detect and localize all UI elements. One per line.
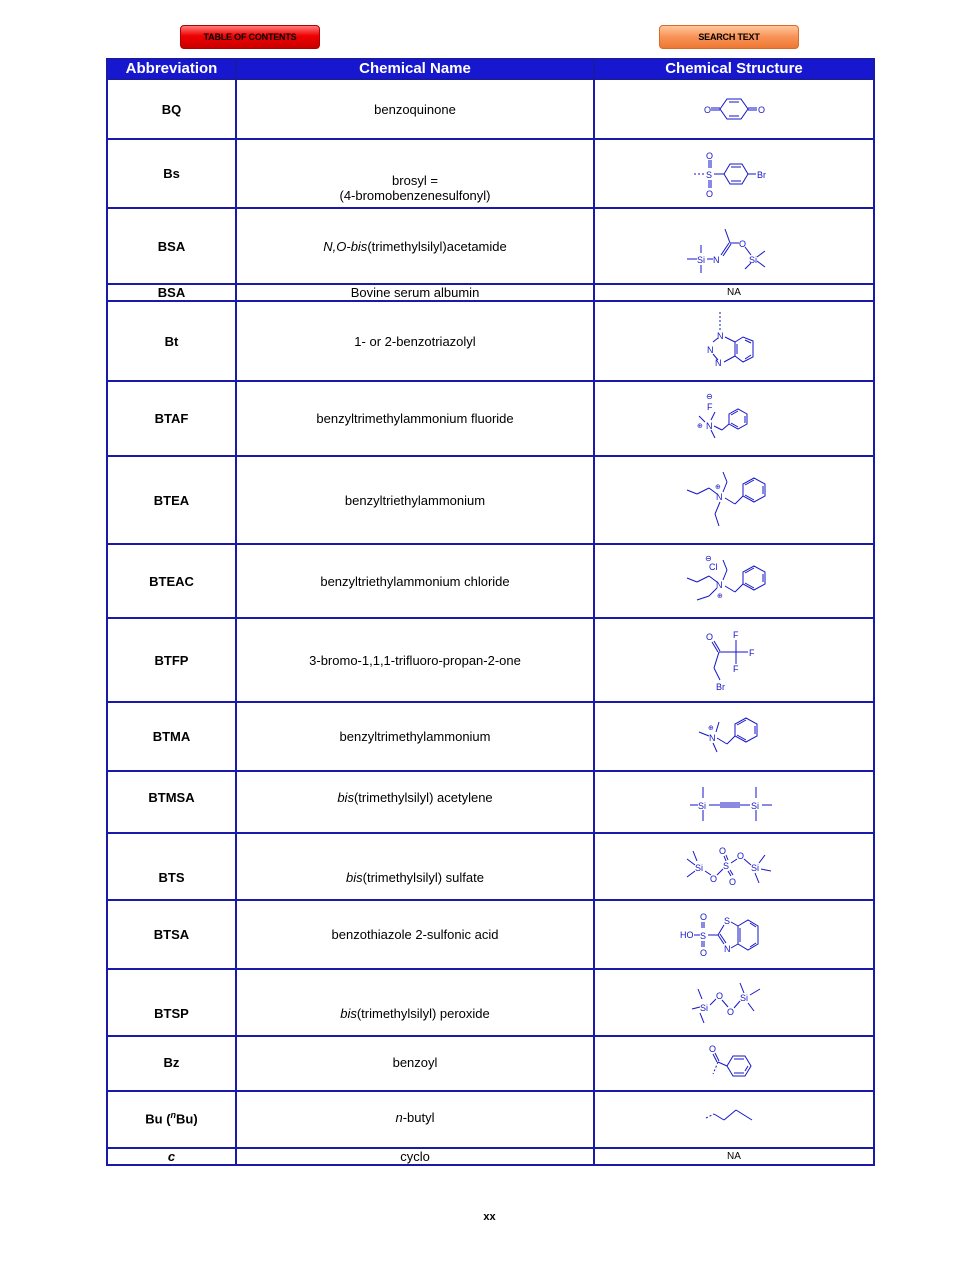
structure-btma [594, 702, 874, 771]
atom-label: O [700, 911, 708, 922]
structure-benzotriazolyl [594, 301, 874, 381]
atom-label: Si [751, 862, 760, 873]
table-row [107, 900, 874, 969]
structure-cell [594, 1148, 874, 1165]
chemical-name-cell: Bovine serum albumin [236, 284, 594, 301]
atom-label: O [758, 105, 766, 115]
atom-label: N [724, 943, 731, 954]
charge-label: ⊖ [705, 554, 712, 563]
table-row [107, 544, 874, 618]
abbreviation-cell: BSA [107, 208, 236, 284]
abbreviation-superscript: n [170, 1110, 177, 1120]
chemical-name-text: (trimethylsilyl) sulfate [362, 870, 484, 885]
atom-label: Si [751, 801, 760, 811]
search-text-button[interactable]: SEARCH TEXT [659, 25, 799, 49]
page-number: xx [483, 1211, 496, 1223]
structure-bsa [594, 208, 874, 284]
atom-label: O [700, 947, 708, 958]
chemical-name-cell: benzyltrimethylammonium fluoride [236, 381, 594, 456]
abbreviation-cell: BTFP [107, 618, 236, 702]
atom-label: Si [740, 992, 749, 1003]
charge-label: ⊕ [717, 593, 723, 600]
table-row [107, 301, 874, 381]
chemical-name-text: (trimethylsilyl) peroxide [356, 1006, 490, 1021]
table-row [107, 702, 874, 771]
atom-label: O [729, 876, 737, 887]
atom-label: N [709, 732, 716, 743]
abbreviation-cell: BTEA [107, 456, 236, 544]
abbreviation-cell: BTMA [107, 702, 236, 771]
chemical-name-cell [236, 208, 594, 284]
abbreviation-cell: BTS [107, 833, 236, 900]
atom-label: HO [680, 929, 694, 940]
atom-label: Si [698, 801, 707, 811]
atom-label: O [706, 150, 714, 161]
chemical-name-line: (4-bromobenzenesulfonyl) [339, 188, 491, 203]
abbreviation-cell: BTMSA [107, 771, 236, 833]
atom-label: O [706, 632, 714, 642]
abbreviation-cell: BTSA [107, 900, 236, 969]
atom-label: N [713, 255, 720, 265]
atom-label: N [706, 420, 713, 431]
table-row [107, 771, 874, 833]
table-row [107, 1036, 874, 1091]
chemical-name-cell [236, 833, 594, 900]
chemical-name-text: -butyl [402, 1110, 435, 1125]
atom-label: S [723, 860, 730, 871]
atom-label: N [716, 492, 723, 502]
chemical-name-cell: benzyltrimethylammonium [236, 702, 594, 771]
structure-btmsa [594, 771, 874, 833]
chemical-name-cell [236, 139, 594, 208]
charge-label: ⊕ [715, 484, 721, 491]
table-row [107, 381, 874, 456]
structure-btea [594, 456, 874, 544]
atom-label: O [737, 850, 745, 861]
atom-label: N [716, 580, 723, 590]
abbreviation-cell: BQ [107, 79, 236, 139]
structure-brosyl [594, 139, 874, 208]
chemical-name-text: (trimethylsilyl)acetamide [367, 238, 507, 254]
structure-benzoquinone [594, 79, 874, 139]
chemical-name-italic: bis [346, 870, 363, 885]
atom-label: S [724, 915, 731, 926]
atom-label: O [706, 188, 714, 199]
abbreviation-cell: BTSP [107, 969, 236, 1036]
chemical-name-cell [236, 1091, 594, 1148]
chemical-name-cell: benzyltriethylammonium [236, 456, 594, 544]
atom-label: O [709, 1043, 717, 1054]
structure-btfp [594, 618, 874, 702]
chemical-name-italic: bis [340, 1006, 357, 1021]
table-row [107, 79, 874, 139]
table-row [107, 1091, 874, 1148]
table-row [107, 618, 874, 702]
table-row [107, 1148, 874, 1165]
table-row [107, 284, 874, 301]
atom-label: F [707, 401, 713, 412]
atom-label: O [719, 845, 727, 856]
chemical-name-cell [236, 771, 594, 833]
structure-n-butyl [594, 1091, 874, 1148]
abbreviation-text: Bu ( [145, 1111, 171, 1127]
chemical-name-text: (trimethylsilyl) acetylene [353, 790, 493, 805]
abbreviation-cell [107, 1091, 236, 1148]
column-header-chemical-name: Chemical Name [236, 59, 594, 79]
table-of-contents-button[interactable]: TABLE OF CONTENTS [180, 25, 320, 49]
chemical-name-cell: 3-bromo-1,1,1-trifluoro-propan-2-one [236, 618, 594, 702]
atom-label: N [717, 331, 724, 341]
abbreviation-cell: Bs [107, 139, 236, 208]
atom-label: O [739, 239, 747, 249]
atom-label: Si [700, 1002, 709, 1013]
atom-label: Si [695, 862, 704, 873]
abbreviation-table [106, 58, 875, 1166]
atom-label: F [733, 664, 739, 674]
structure-na-label: NA [727, 287, 741, 298]
atom-label: O [710, 873, 718, 884]
atom-label: O [727, 1006, 735, 1017]
atom-label: F [749, 648, 755, 658]
structure-na-label: NA [727, 1151, 741, 1162]
table-row [107, 139, 874, 208]
atom-label: Si [749, 255, 758, 265]
structure-cell [594, 284, 874, 301]
charge-label: ⊕ [708, 724, 714, 732]
atom-label: Si [697, 255, 706, 265]
table-row [107, 833, 874, 900]
table-header-row [107, 59, 874, 79]
table-row [107, 456, 874, 544]
chemical-name-line: brosyl = [392, 173, 438, 188]
atom-label: N [707, 345, 714, 355]
atom-label: Br [757, 169, 766, 180]
chemical-name-cell: benzothiazole 2-sulfonic acid [236, 900, 594, 969]
abbreviation-cell: BTAF [107, 381, 236, 456]
chemical-name-italic: n [395, 1110, 403, 1125]
atom-label: Cl [709, 562, 718, 572]
chemical-name-italic: N,O-bis [323, 238, 368, 254]
abbreviation-cell: c [107, 1148, 236, 1165]
chemical-name-cell: benzoyl [236, 1036, 594, 1091]
atom-label: S [700, 930, 707, 941]
column-header-abbreviation: Abbreviation [107, 59, 236, 79]
atom-label: Br [716, 682, 725, 692]
chemical-name-italic: bis [337, 790, 354, 805]
structure-btsp [594, 969, 874, 1036]
chemical-name-cell: benzyltriethylammonium chloride [236, 544, 594, 618]
chemical-name-cell [236, 969, 594, 1036]
structure-bteac [594, 544, 874, 618]
atom-label: O [716, 990, 724, 1001]
charge-label: ⊕ [697, 422, 703, 430]
atom-label: N [715, 358, 722, 368]
structure-benzoyl [594, 1036, 874, 1091]
table-row [107, 208, 874, 284]
abbreviation-cell: Bt [107, 301, 236, 381]
charge-label: ⊖ [706, 391, 713, 401]
abbreviation-text: Bu) [176, 1111, 198, 1127]
chemical-name-cell: cyclo [236, 1148, 594, 1165]
structure-bts [594, 833, 874, 900]
structure-btaf [594, 381, 874, 456]
atom-label: O [704, 105, 712, 115]
atom-label: S [706, 169, 713, 180]
abbreviation-cell: BTEAC [107, 544, 236, 618]
abbreviation-cell: Bz [107, 1036, 236, 1091]
atom-label: F [733, 630, 739, 640]
chemical-name-cell: benzoquinone [236, 79, 594, 139]
structure-btsa [594, 900, 874, 969]
table-row [107, 969, 874, 1036]
abbreviation-cell: BSA [107, 284, 236, 301]
chemical-name-cell: 1- or 2-benzotriazolyl [236, 301, 594, 381]
column-header-chemical-structure: Chemical Structure [594, 59, 874, 79]
